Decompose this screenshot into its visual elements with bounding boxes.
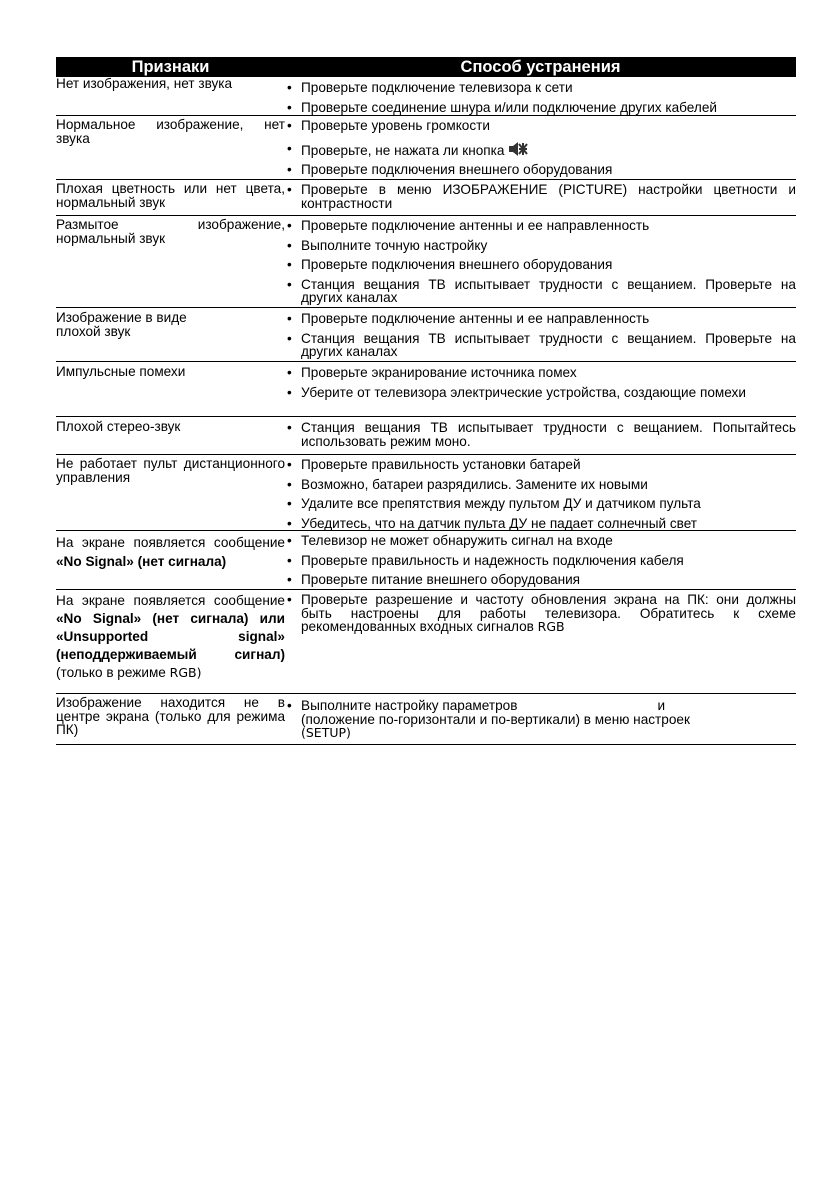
solution-cell (285, 694, 796, 744)
table-row (56, 531, 796, 590)
symptom-cell: Не работает пульт дистанционного управления (56, 456, 285, 485)
solution-cell (285, 362, 796, 416)
solution-cell (285, 308, 796, 361)
table-row (56, 417, 796, 455)
solution-cell (285, 216, 796, 307)
symptom-cell: На экране появляется сообщение «No Signal» (нет сигнала) (56, 535, 285, 569)
symptom-cell: Импульсные помехи (56, 364, 186, 379)
solution-item: • Проверьте соединение шнура и/или подключение других кабелей (285, 101, 796, 115)
table-row (56, 362, 796, 417)
solution-item: • Убедитесь, что на датчик пульта ДУ не падает солнечный свет (285, 517, 796, 531)
table-row (56, 116, 796, 180)
solution-cell (285, 180, 796, 215)
solution-cell (285, 116, 796, 179)
solution-item: • Выполните настройку параметров и (положение по-горизонтали и по-вертикали) в меню настроек (SETUP) (285, 699, 796, 740)
table-row (56, 180, 796, 216)
symptom-cell: Размытое изображение, нормальный звук (56, 217, 285, 246)
symptom-cell: Плохой стерео-звук (56, 419, 181, 434)
solution-item: • Уберите от телевизора электрические устройства, создающие помехи (285, 386, 796, 400)
troubleshooting-table (56, 57, 796, 745)
solution-item: • Проверьте подключения внешнего оборудования (285, 163, 796, 177)
symptom-cell: Плохая цветность или нет цвета, нормальный звук (56, 181, 285, 210)
solution-item: • Проверьте уровень громкости (285, 119, 796, 133)
solution-cell (285, 417, 796, 454)
solution-item: • Проверьте экранирование источника помех (285, 366, 796, 380)
solution-item: • Проверьте питание внешнего оборудования (285, 573, 796, 587)
table-header (56, 57, 796, 77)
solution-item: • Проверьте правильность установки батарей (285, 458, 796, 472)
solution-item: • Проверьте в меню ИЗОБРАЖЕНИЕ (PICTURE) настройки цветности и контрастности (285, 183, 796, 210)
table-row (56, 308, 796, 362)
solution-cell (285, 531, 796, 589)
table-row (56, 590, 796, 694)
solution-item: • Выполните точную настройку (285, 239, 796, 253)
solution-item: • Возможно, батареи разрядились. Замените их новыми (285, 478, 796, 492)
table-row (56, 216, 796, 308)
header-solutions: Способ устранения (460, 58, 621, 76)
solution-cell (285, 590, 796, 693)
solution-item: • Проверьте разрешение и частоту обновления экрана на ПК: они должны быть настроены для работы телевизора. Обратитесь к схеме рекомендованных входных сигналов RGB (285, 593, 796, 634)
header-symptoms: Признаки (131, 58, 210, 76)
symptom-cell: Нет изображения, нет звука (56, 76, 233, 91)
solution-item: • Станция вещания ТВ испытывает трудности с вещанием. Попытайтесь использовать режим моно. (285, 421, 796, 448)
solution-item: • Проверьте, не нажата ли кнопка (285, 142, 796, 158)
solution-cell (285, 77, 796, 115)
solution-item: • Проверьте подключение антенны и ее направленность (285, 312, 796, 326)
symptom-cell: Нормальное изображение, нет звука (56, 117, 285, 146)
solution-item: • Проверьте подключение антенны и ее направленность (285, 219, 796, 233)
symptom-cell: На экране появляется сообщение «No Signal» (нет сигнала) или «Unsupported signal» (неподдерживаемый сигнал) (только в режиме RGB) (56, 593, 285, 680)
solution-item: • Телевизор не может обнаружить сигнал на входе (285, 534, 796, 548)
solution-item: • Станция вещания ТВ испытывает трудности с вещанием. Проверьте на других каналах (285, 278, 796, 305)
solution-item: • Проверьте правильность и надежность подключения кабеля (285, 554, 796, 568)
solution-item: • Проверьте подключения внешнего оборудования (285, 258, 796, 272)
table-row (56, 77, 796, 116)
mute-icon (508, 142, 528, 156)
solution-item: • Станция вещания ТВ испытывает трудности с вещанием. Проверьте на других каналах (285, 332, 796, 359)
table-row (56, 455, 796, 531)
solution-item: • Удалите все препятствия между пультом ДУ и датчиком пульта (285, 497, 796, 511)
symptom-cell: Изображение в виде плохой звук (56, 310, 187, 339)
solution-item: • Проверьте подключение телевизора к сети (285, 81, 796, 95)
solution-cell (285, 455, 796, 530)
symptom-cell: Изображение находится не в центре экрана (только для режима ПК) (56, 695, 285, 737)
table-row (56, 694, 796, 745)
